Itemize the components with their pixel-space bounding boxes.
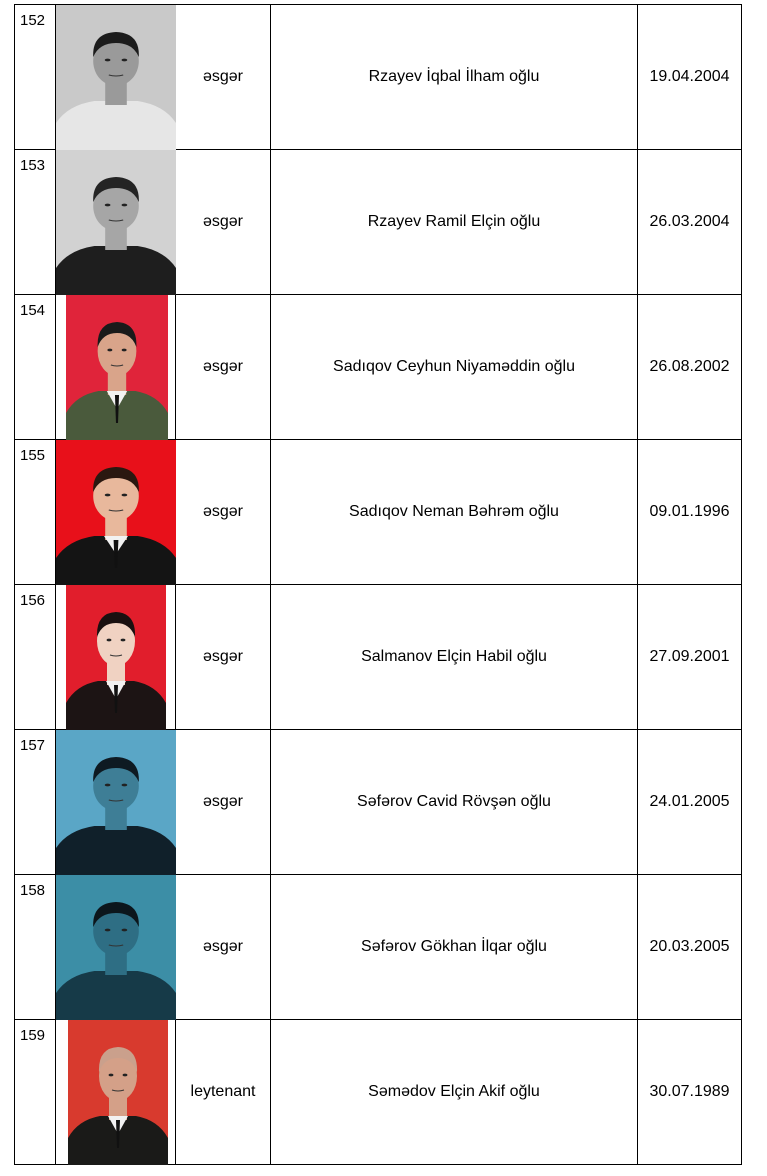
- portrait-photo: [56, 5, 176, 150]
- rank-cell: əsgər: [176, 295, 271, 440]
- roster-table: [14, 4, 742, 1165]
- table-row: [15, 875, 742, 1020]
- table-row: [15, 585, 742, 730]
- rank-cell: əsgər: [176, 440, 271, 585]
- row-number: 154: [15, 295, 56, 440]
- name-cell: Rzayev Ramil Elçin oğlu: [271, 150, 638, 295]
- name-cell: Səfərov Cavid Rövşən oğlu: [271, 730, 638, 875]
- photo-cell: [56, 440, 176, 585]
- rank-cell: əsgər: [176, 5, 271, 150]
- table-row: [15, 295, 742, 440]
- portrait-photo: [56, 730, 176, 875]
- portrait-photo: [56, 150, 176, 295]
- row-number: 159: [15, 1020, 56, 1165]
- birth-date-cell: 09.01.1996: [638, 440, 742, 585]
- birth-date-cell: 19.04.2004: [638, 5, 742, 150]
- row-number: 157: [15, 730, 56, 875]
- name-cell: Salmanov Elçin Habil oğlu: [271, 585, 638, 730]
- birth-date-cell: 20.03.2005: [638, 875, 742, 1020]
- row-number: 152: [15, 5, 56, 150]
- portrait-photo: [66, 295, 168, 440]
- birth-date-cell: 26.03.2004: [638, 150, 742, 295]
- row-number: 153: [15, 150, 56, 295]
- photo-cell: [56, 295, 176, 440]
- name-cell: Səfərov Gökhan İlqar oğlu: [271, 875, 638, 1020]
- portrait-photo: [68, 1020, 168, 1165]
- name-cell: Sadıqov Ceyhun Niyaməddin oğlu: [271, 295, 638, 440]
- rank-cell: əsgər: [176, 585, 271, 730]
- table-row: [15, 1020, 742, 1165]
- birth-date-cell: 27.09.2001: [638, 585, 742, 730]
- table-row: [15, 440, 742, 585]
- photo-cell: [56, 730, 176, 875]
- birth-date-cell: 26.08.2002: [638, 295, 742, 440]
- name-cell: Səmədov Elçin Akif oğlu: [271, 1020, 638, 1165]
- photo-cell: [56, 5, 176, 150]
- rank-cell: əsgər: [176, 730, 271, 875]
- row-number: 158: [15, 875, 56, 1020]
- photo-cell: [56, 1020, 176, 1165]
- portrait-photo: [56, 875, 176, 1020]
- name-cell: Rzayev İqbal İlham oğlu: [271, 5, 638, 150]
- photo-cell: [56, 585, 176, 730]
- table-row: [15, 150, 742, 295]
- row-number: 155: [15, 440, 56, 585]
- row-number: 156: [15, 585, 56, 730]
- birth-date-cell: 30.07.1989: [638, 1020, 742, 1165]
- photo-cell: [56, 875, 176, 1020]
- rank-cell: əsgər: [176, 150, 271, 295]
- table-row: [15, 5, 742, 150]
- rank-cell: leytenant: [176, 1020, 271, 1165]
- portrait-photo: [66, 585, 166, 730]
- photo-cell: [56, 150, 176, 295]
- table-row: [15, 730, 742, 875]
- rank-cell: əsgər: [176, 875, 271, 1020]
- name-cell: Sadıqov Neman Bəhrəm oğlu: [271, 440, 638, 585]
- portrait-photo: [56, 440, 176, 585]
- birth-date-cell: 24.01.2005: [638, 730, 742, 875]
